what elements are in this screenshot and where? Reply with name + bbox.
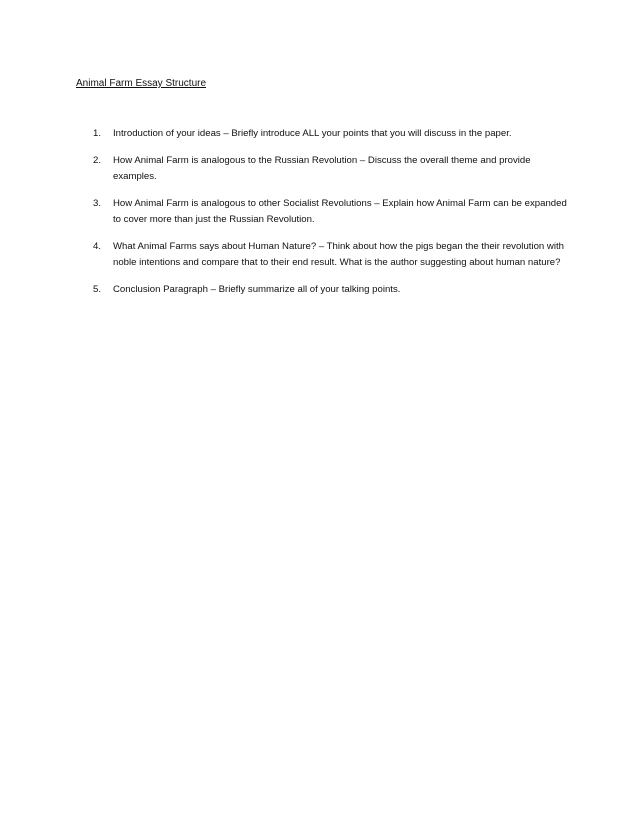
essay-structure-list	[93, 126, 573, 308]
list-item	[93, 282, 573, 299]
list-item-text: Introduction of your ideas – Briefly introduce ALL your points that you will discuss in the paper.	[113, 128, 512, 139]
list-item	[93, 153, 573, 186]
list-item	[93, 126, 573, 143]
list-item	[93, 196, 573, 229]
list-item-text: How Animal Farm is analogous to other Socialist Revolutions – Explain how Animal Farm can be expanded to cover more than just the Russian Revolution.	[113, 197, 567, 225]
list-item-text: Conclusion Paragraph – Briefly summarize all of your talking points.	[113, 283, 401, 295]
list-item-text: What Animal Farms says about Human Nature? – Think about how the pigs began the their revolution with noble intentions and compare that to their end result. What is the author suggesting about human nature?	[113, 240, 564, 268]
document-title: Animal Farm Essay Structure	[76, 78, 207, 89]
list-item	[93, 239, 573, 272]
list-item-number: 3.	[93, 197, 102, 209]
list-item-number: 4.	[93, 240, 102, 252]
list-item-number: 2.	[93, 154, 102, 166]
list-item-number: 5.	[93, 283, 102, 295]
list-item-text: How Animal Farm is analogous to the Russian Revolution – Discuss the overall theme and provide examples.	[113, 154, 531, 182]
list-item-number: 1.	[93, 128, 102, 139]
